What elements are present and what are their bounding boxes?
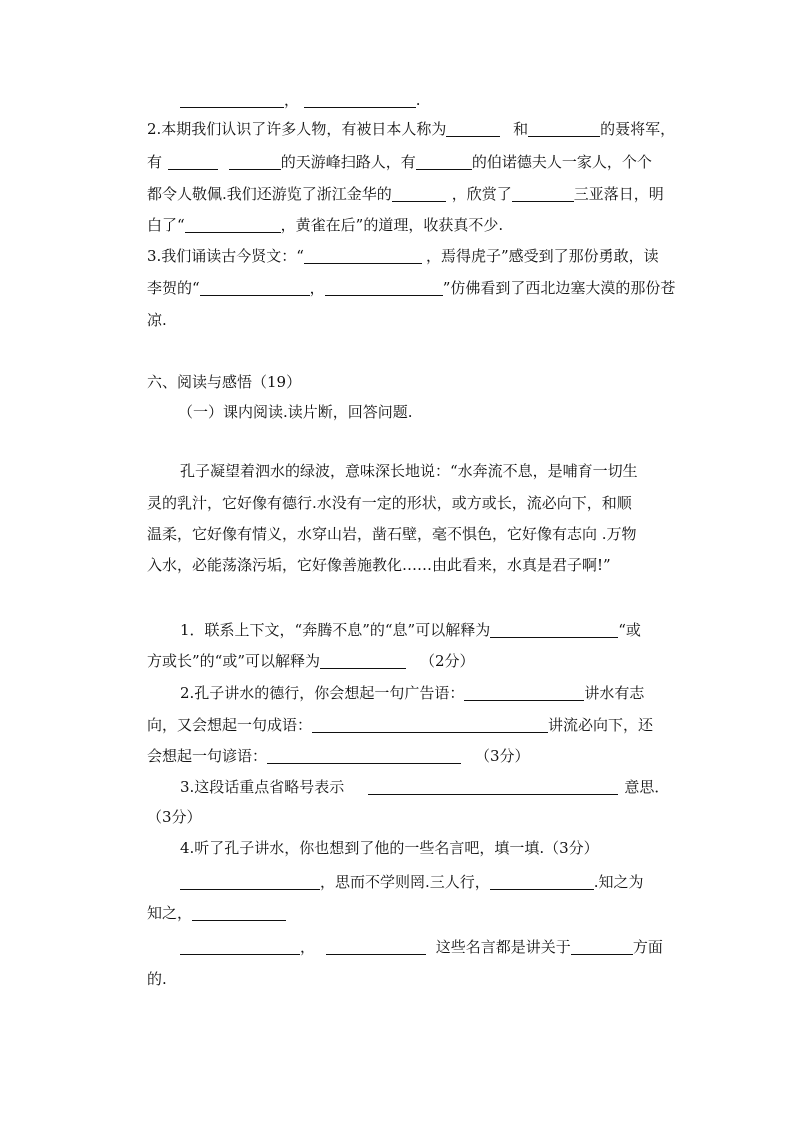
s5-line-2	[147, 118, 675, 140]
text: ，黄雀在后”的道理，收获真不少.	[280, 216, 504, 234]
answer-blank[interactable]	[392, 185, 446, 202]
answer-blank[interactable]	[168, 153, 218, 170]
text: 和	[513, 120, 529, 138]
subsection-heading: （一）课内阅读.读片断，回答问题.	[178, 403, 413, 421]
s5-line-7	[147, 277, 675, 299]
s5-line-4	[147, 183, 664, 205]
answer-blank[interactable]	[528, 120, 600, 137]
answer-blank[interactable]	[192, 904, 286, 921]
answer-blank[interactable]	[571, 938, 633, 955]
question-2	[180, 682, 644, 704]
text: （2分）	[420, 652, 475, 670]
text: 讲流必向下，还	[548, 716, 654, 734]
answer-blank[interactable]	[326, 938, 426, 955]
answer-blank[interactable]	[229, 153, 281, 170]
answer-blank[interactable]	[325, 279, 443, 296]
answer-blank[interactable]	[512, 185, 574, 202]
s5-line-3	[147, 151, 652, 173]
text: “或	[618, 621, 641, 639]
text: 凉.	[147, 311, 167, 329]
text: ”仿佛看到了西北边塞大漠的那份苍	[442, 279, 676, 297]
question-4-cont	[180, 936, 663, 958]
text: 会想起一句谚语：	[147, 747, 268, 765]
text: 3.这段话重点省略号表示	[180, 778, 345, 796]
text: 意思．	[624, 778, 670, 796]
text: 1．联系上下文，“奔腾不息”的“息”可以解释为	[180, 621, 491, 639]
question-3	[180, 776, 669, 798]
text: 李贺的“	[147, 279, 200, 297]
text: 的聂将军，	[600, 120, 676, 138]
question-4-cont: 的.	[147, 970, 167, 988]
text: 的天游峰扫路人，有	[280, 153, 416, 171]
answer-blank[interactable]	[180, 91, 284, 108]
text: ，焉得虎子”感受到了那份勇敢，读	[425, 247, 659, 265]
s5-line-1	[180, 89, 421, 111]
answer-blank[interactable]	[464, 684, 584, 701]
text: （3分）	[475, 747, 530, 765]
answer-blank[interactable]	[416, 153, 472, 170]
question-4: 4.听了孔子讲水，你也想到了他的一些名言吧，填一填.（3分）	[180, 839, 599, 857]
answer-blank[interactable]	[180, 938, 300, 955]
passage-line: 灵的乳汁，它好像有德行.水没有一定的形状，或方或长，流必向下，和顺	[147, 494, 632, 512]
text: 讲水有志	[584, 684, 645, 702]
question-1-cont	[147, 650, 475, 672]
question-4-cont	[180, 871, 644, 893]
text: 3.我们诵读古今贤文：“	[147, 247, 304, 265]
answer-blank[interactable]	[312, 716, 548, 733]
answer-blank[interactable]	[267, 747, 461, 764]
passage-line: 入水，必能荡涤污垢，它好像善施教化……由此看来，水真是君子啊!”	[147, 556, 611, 574]
text: 方或长”的“或”可以解释为	[147, 652, 321, 670]
answer-blank[interactable]	[368, 778, 618, 795]
text: ，	[284, 91, 300, 109]
passage-line: 温柔，它好像有情义，水穿山岩，凿石壁，毫不惧色，它好像有志向 .万物	[147, 525, 637, 543]
answer-blank[interactable]	[490, 873, 594, 890]
text: 三亚落日，明	[573, 185, 664, 203]
text: ，思而不学则罔.三人行，	[320, 873, 490, 891]
text: 方面	[632, 938, 663, 956]
text: .	[415, 91, 421, 109]
answer-blank[interactable]	[446, 120, 500, 137]
question-1	[180, 619, 641, 641]
answer-blank[interactable]	[185, 216, 281, 233]
text: 知之，	[147, 904, 193, 922]
text: 白了“	[147, 216, 185, 234]
text: ，	[309, 279, 325, 297]
question-3-cont: （3分）	[147, 808, 202, 826]
question-2-cont	[147, 745, 530, 767]
question-4-cont	[147, 902, 286, 924]
question-2-cont	[147, 714, 653, 736]
text: .知之为	[593, 873, 644, 891]
s5-line-6	[147, 245, 659, 267]
answer-blank[interactable]	[304, 91, 416, 108]
s5-line-8	[147, 309, 167, 331]
text: 都令人敬佩.我们还游览了浙江金华的	[147, 185, 392, 203]
answer-blank[interactable]	[320, 652, 406, 669]
text: 的伯诺德夫人一家人，个个	[471, 153, 652, 171]
passage-line: 孔子凝望着泗水的绿波，意味深长地说：“水奔流不息，是哺育一切生	[180, 462, 638, 480]
section-heading: 六、阅读与感悟（19）	[147, 373, 302, 391]
text: 2.本期我们认识了许多人物，有被日本人称为	[147, 120, 447, 138]
text: 这些名言都是讲关于	[435, 938, 571, 956]
text: 2.孔子讲水的德行，你会想起一句广告语：	[180, 684, 465, 702]
s5-line-5	[147, 214, 503, 236]
answer-blank[interactable]	[180, 873, 320, 890]
answer-blank[interactable]	[200, 279, 310, 296]
text: 向，又会想起一句成语：	[147, 716, 313, 734]
text: ，	[300, 938, 316, 956]
text: 有	[147, 153, 163, 171]
text: ，欣赏了	[451, 185, 512, 203]
answer-blank[interactable]	[490, 621, 618, 638]
answer-blank[interactable]	[304, 247, 422, 264]
